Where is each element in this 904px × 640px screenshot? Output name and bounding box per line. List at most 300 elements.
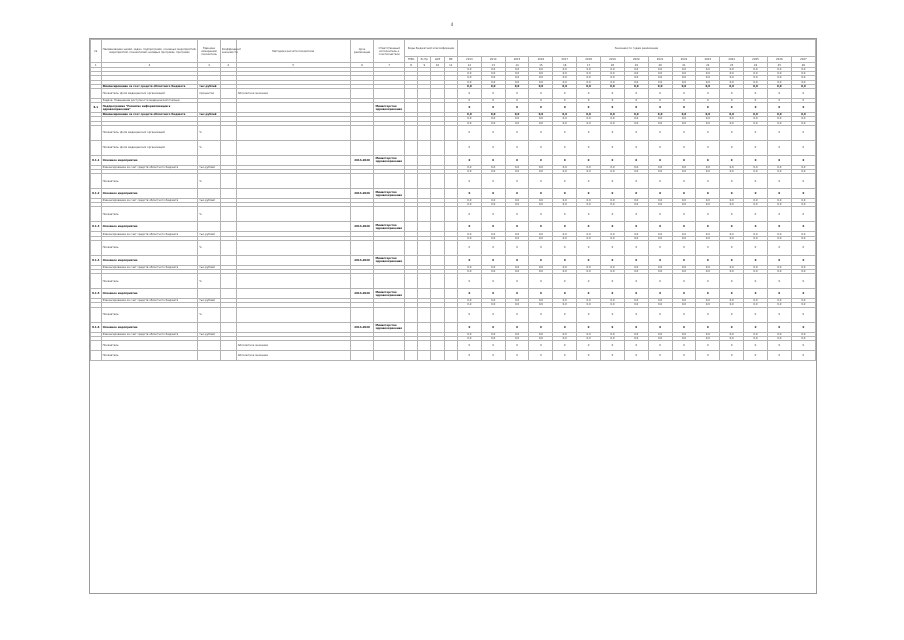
cell-year-value: 0,0 bbox=[481, 199, 505, 203]
cell-year-value: 0,0 bbox=[624, 117, 648, 121]
cell-kbk bbox=[444, 289, 457, 299]
cell-year-value: 0 bbox=[529, 98, 553, 102]
cell-year-value: 0,0 bbox=[696, 232, 720, 236]
cell-year-value: 0,0 bbox=[767, 332, 791, 336]
cell-year-value: 0,0 bbox=[744, 236, 768, 240]
cell-kbk bbox=[444, 307, 457, 322]
cell-kbk bbox=[444, 222, 457, 232]
cell-unit: процентов bbox=[198, 88, 221, 98]
cell-year-value: 0,0 bbox=[791, 199, 815, 203]
cell-year-value: 0,0 bbox=[744, 68, 768, 72]
cell-year-value: 0,0 bbox=[601, 72, 625, 76]
cell-code bbox=[220, 340, 236, 350]
cell-year-value: 0,0 bbox=[529, 232, 553, 236]
cell-name: Финансирование за счет средств областного бюджета bbox=[101, 232, 198, 236]
cell-year-value: 0 bbox=[672, 174, 696, 189]
cell-unit: тыс.рублей bbox=[198, 232, 221, 236]
cell-year-value: 0,0 bbox=[601, 232, 625, 236]
cell-unit bbox=[198, 189, 221, 199]
header-column-number: 24 bbox=[744, 63, 768, 68]
cell-year-value: 0,0 bbox=[744, 232, 768, 236]
cell-year-value: 0 bbox=[791, 140, 815, 155]
table-row bbox=[91, 340, 816, 350]
cell-year-value: 0,0 bbox=[672, 265, 696, 269]
cell-year-value: 0 bbox=[529, 322, 553, 332]
cell-year-value: 0 bbox=[601, 350, 625, 360]
cell-kbk bbox=[418, 103, 431, 113]
cell-year-value: 0,0 bbox=[720, 68, 744, 72]
cell-name: Финансирование за счет средств областного бюджета bbox=[101, 332, 198, 336]
cell-year-value: 0 bbox=[720, 240, 744, 255]
cell-year-value: 0,0 bbox=[553, 199, 577, 203]
cell-year-value: 0,0 bbox=[529, 270, 553, 274]
cell-year-value: 0,0 bbox=[624, 303, 648, 307]
cell-year-value: 0 bbox=[720, 98, 744, 102]
cell-responsible: Министерство здравоохранения bbox=[374, 189, 404, 199]
cell-year-value: 0 bbox=[624, 125, 648, 140]
cell-year-value: 0,0 bbox=[577, 270, 601, 274]
cell-year-value: 0 bbox=[624, 222, 648, 232]
cell-name: Финансирование за счет средств областного бюджета bbox=[101, 165, 198, 169]
cell-year-value: 0,0 bbox=[720, 236, 744, 240]
table-row bbox=[91, 189, 816, 199]
cell-year-value: 0,0 bbox=[529, 203, 553, 207]
cell-year-value: 0 bbox=[577, 103, 601, 113]
cell-year-value: 0 bbox=[553, 274, 577, 289]
cell-code bbox=[220, 240, 236, 255]
cell-year-value: 0,0 bbox=[601, 303, 625, 307]
cell-year-value: 0 bbox=[720, 322, 744, 332]
cell-year-value: 0 bbox=[457, 322, 481, 332]
cell-no bbox=[91, 307, 102, 322]
cell-year-value: 0,0 bbox=[624, 72, 648, 76]
program-table bbox=[90, 39, 816, 361]
cell-year-value: 0 bbox=[624, 307, 648, 322]
cell-year-value: 0 bbox=[481, 174, 505, 189]
cell-year-value: 0,0 bbox=[791, 68, 815, 72]
cell-year-value: 0,0 bbox=[744, 203, 768, 207]
header-column-number: 10 bbox=[431, 63, 444, 68]
cell-year-value: 0 bbox=[553, 98, 577, 102]
cell-year-value: 0,0 bbox=[767, 121, 791, 125]
cell-kbk bbox=[404, 189, 417, 199]
cell-year-value: 0 bbox=[767, 222, 791, 232]
cell-code bbox=[220, 88, 236, 98]
cell-year-value: 0,0 bbox=[744, 117, 768, 121]
cell-year-value: 0,0 bbox=[529, 117, 553, 121]
cell-name: Финансирование за счет средств областного бюджета bbox=[101, 84, 198, 88]
cell-year-value: 0,0 bbox=[601, 117, 625, 121]
header-responsible: Ответственный исполнитель и соисполнители bbox=[374, 40, 404, 63]
cell-year-value: 0,0 bbox=[481, 232, 505, 236]
cell-year-value: 0 bbox=[744, 240, 768, 255]
cell-year-value: 0,0 bbox=[672, 80, 696, 84]
cell-year-value: 0,0 bbox=[577, 332, 601, 336]
header-column-number: 20 bbox=[648, 63, 672, 68]
cell-year-value: 0,0 bbox=[553, 72, 577, 76]
cell-kbk bbox=[444, 140, 457, 155]
cell-year-value: 0,0 bbox=[744, 72, 768, 76]
cell-year-value: 0 bbox=[601, 307, 625, 322]
cell-year-value: 0 bbox=[505, 322, 529, 332]
header-method: Методика расчета показателя bbox=[236, 40, 350, 63]
cell-year-value: 0,0 bbox=[720, 232, 744, 236]
cell-year-value: 0 bbox=[672, 322, 696, 332]
cell-year-value: 0 bbox=[648, 255, 672, 265]
cell-year-value: 0 bbox=[481, 240, 505, 255]
cell-year-value: 0 bbox=[481, 307, 505, 322]
cell-kbk bbox=[431, 222, 444, 232]
cell-unit bbox=[198, 255, 221, 265]
cell-duration bbox=[350, 240, 374, 255]
cell-year-value: 0,0 bbox=[529, 265, 553, 269]
cell-year-value: 0,0 bbox=[624, 68, 648, 72]
cell-no bbox=[91, 340, 102, 350]
cell-no bbox=[91, 240, 102, 255]
cell-kbk bbox=[404, 289, 417, 299]
cell-year-value: 0 bbox=[744, 207, 768, 222]
cell-year-value: 0,0 bbox=[767, 68, 791, 72]
cell-kbk bbox=[444, 155, 457, 165]
cell-year-value: 0 bbox=[505, 289, 529, 299]
cell-year-value: 0 bbox=[791, 274, 815, 289]
cell-year-value: 0 bbox=[481, 222, 505, 232]
cell-year-value: 0 bbox=[553, 155, 577, 165]
cell-year-value: 0,0 bbox=[577, 303, 601, 307]
cell-duration bbox=[350, 140, 374, 155]
cell-year-value: 0 bbox=[648, 340, 672, 350]
cell-year-value: 0 bbox=[457, 125, 481, 140]
cell-year-value: 0 bbox=[791, 174, 815, 189]
header-year-2020: 2020 bbox=[624, 57, 648, 63]
cell-year-value: 0 bbox=[672, 88, 696, 98]
cell-year-value: 0,0 bbox=[577, 121, 601, 125]
cell-year-value: 0 bbox=[672, 140, 696, 155]
cell-year-value: 0 bbox=[577, 125, 601, 140]
cell-year-value: 0,0 bbox=[791, 236, 815, 240]
cell-year-value: 0 bbox=[481, 207, 505, 222]
table-row bbox=[91, 207, 816, 222]
cell-kbk bbox=[418, 222, 431, 232]
cell-year-value: 0,0 bbox=[553, 232, 577, 236]
cell-year-value: 0 bbox=[648, 125, 672, 140]
cell-year-value: 0,0 bbox=[648, 72, 672, 76]
cell-year-value: 0,0 bbox=[672, 303, 696, 307]
cell-kbk bbox=[431, 207, 444, 222]
cell-year-value: 0 bbox=[744, 189, 768, 199]
cell-year-value: 0 bbox=[553, 88, 577, 98]
cell-year-value: 0 bbox=[457, 140, 481, 155]
cell-kbk bbox=[404, 274, 417, 289]
cell-year-value: 0,0 bbox=[744, 265, 768, 269]
header-column-number: 12 bbox=[457, 63, 481, 68]
cell-year-value: 0 bbox=[767, 155, 791, 165]
cell-year-value: 0,0 bbox=[696, 117, 720, 121]
cell-unit: % bbox=[198, 240, 221, 255]
cell-kbk bbox=[418, 125, 431, 140]
cell-code bbox=[220, 174, 236, 189]
cell-year-value: 0 bbox=[696, 350, 720, 360]
cell-year-value: 0 bbox=[577, 189, 601, 199]
cell-duration bbox=[350, 88, 374, 98]
table-row bbox=[91, 174, 816, 189]
cell-year-value: 0 bbox=[648, 222, 672, 232]
cell-year-value: 0 bbox=[529, 125, 553, 140]
cell-year-value: 0 bbox=[672, 340, 696, 350]
cell-year-value: 0 bbox=[791, 307, 815, 322]
header-column-number: 16 bbox=[553, 63, 577, 68]
cell-year-value: 0,0 bbox=[505, 165, 529, 169]
cell-year-value: 0 bbox=[696, 340, 720, 350]
cell-method bbox=[236, 322, 350, 332]
cell-year-value: 0,0 bbox=[767, 76, 791, 80]
header-year-2015: 2015 bbox=[505, 57, 529, 63]
cell-year-value: 0,0 bbox=[505, 199, 529, 203]
cell-name: Финансирование за счет средств областного бюджета bbox=[101, 199, 198, 203]
cell-year-value: 0,0 bbox=[553, 299, 577, 303]
cell-kbk bbox=[431, 255, 444, 265]
header-year-2024: 2024 bbox=[720, 57, 744, 63]
cell-year-value: 0,0 bbox=[505, 72, 529, 76]
cell-year-value: 0 bbox=[648, 207, 672, 222]
cell-no bbox=[91, 350, 102, 360]
cell-year-value: 0,0 bbox=[767, 336, 791, 340]
cell-year-value: 0,0 bbox=[648, 232, 672, 236]
cell-year-value: 0,0 bbox=[624, 236, 648, 240]
cell-year-value: 0 bbox=[648, 189, 672, 199]
cell-duration bbox=[350, 207, 374, 222]
cell-year-value: 0,0 bbox=[720, 332, 744, 336]
cell-year-value: 0 bbox=[529, 222, 553, 232]
cell-unit: % bbox=[198, 125, 221, 140]
cell-kbk bbox=[404, 140, 417, 155]
cell-year-value: 0,0 bbox=[529, 199, 553, 203]
cell-year-value: 0 bbox=[696, 222, 720, 232]
cell-year-value: 0 bbox=[791, 322, 815, 332]
cell-year-value: 0 bbox=[577, 240, 601, 255]
cell-year-value: 0,0 bbox=[696, 303, 720, 307]
cell-kbk bbox=[444, 207, 457, 222]
cell-year-value: 0,0 bbox=[767, 113, 791, 117]
cell-year-value: 0,0 bbox=[672, 270, 696, 274]
table-row bbox=[91, 255, 816, 265]
cell-year-value: 0 bbox=[505, 88, 529, 98]
cell-unit: % bbox=[198, 207, 221, 222]
cell-year-value: 0,0 bbox=[481, 84, 505, 88]
cell-responsible bbox=[374, 307, 404, 322]
cell-no bbox=[91, 174, 102, 189]
cell-year-value: 0 bbox=[791, 189, 815, 199]
cell-year-value: 0 bbox=[648, 350, 672, 360]
cell-year-value: 0,0 bbox=[553, 265, 577, 269]
cell-year-value: 0 bbox=[529, 255, 553, 265]
cell-year-value: 0,0 bbox=[767, 265, 791, 269]
cell-year-value: 0 bbox=[553, 240, 577, 255]
cell-year-value: 0 bbox=[529, 207, 553, 222]
cell-year-value: 0 bbox=[791, 125, 815, 140]
cell-year-value: 0,0 bbox=[553, 84, 577, 88]
cell-year-value: 0 bbox=[624, 274, 648, 289]
cell-kbk bbox=[418, 340, 431, 350]
cell-year-value: 0 bbox=[481, 350, 505, 360]
cell-kbk bbox=[431, 155, 444, 165]
cell-kbk bbox=[444, 240, 457, 255]
cell-year-value: 0,0 bbox=[457, 270, 481, 274]
cell-year-value: 0 bbox=[481, 189, 505, 199]
cell-name: Показатель bbox=[101, 274, 198, 289]
cell-year-value: 0 bbox=[744, 103, 768, 113]
cell-kbk bbox=[431, 125, 444, 140]
header-kbk-0: ГРБС bbox=[404, 57, 417, 63]
cell-kbk bbox=[444, 350, 457, 360]
cell-method bbox=[236, 274, 350, 289]
cell-year-value: 0 bbox=[744, 322, 768, 332]
cell-year-value: 0 bbox=[505, 340, 529, 350]
cell-kbk bbox=[404, 125, 417, 140]
cell-year-value: 0,0 bbox=[505, 203, 529, 207]
cell-year-value: 0,0 bbox=[720, 113, 744, 117]
cell-year-value: 0 bbox=[577, 207, 601, 222]
cell-year-value: 0 bbox=[672, 289, 696, 299]
header-column-number: 19 bbox=[624, 63, 648, 68]
cell-year-value: 0,0 bbox=[744, 113, 768, 117]
header-column-number: 23 bbox=[720, 63, 744, 68]
cell-code bbox=[220, 155, 236, 165]
cell-year-value: 0 bbox=[696, 240, 720, 255]
cell-name: Показатель: Доля медицинских организаций bbox=[101, 125, 198, 140]
cell-year-value: 0 bbox=[648, 174, 672, 189]
cell-year-value: 0,0 bbox=[601, 76, 625, 80]
cell-year-value: 0,0 bbox=[577, 265, 601, 269]
cell-year-value: 0 bbox=[672, 155, 696, 165]
cell-year-value: 0 bbox=[767, 207, 791, 222]
cell-year-value: 0 bbox=[744, 289, 768, 299]
header-year-2023: 2023 bbox=[696, 57, 720, 63]
cell-year-value: 0 bbox=[767, 240, 791, 255]
cell-year-value: 0 bbox=[601, 322, 625, 332]
cell-name: Финансирование за счет средств областного бюджета bbox=[101, 265, 198, 269]
cell-year-value: 0 bbox=[457, 222, 481, 232]
cell-kbk bbox=[431, 189, 444, 199]
cell-year-value: 0 bbox=[601, 222, 625, 232]
cell-year-value: 0 bbox=[791, 98, 815, 102]
cell-year-value: 0,0 bbox=[696, 80, 720, 84]
cell-year-value: 0,0 bbox=[529, 303, 553, 307]
cell-year-value: 0,0 bbox=[601, 299, 625, 303]
header-year-2018: 2018 bbox=[577, 57, 601, 63]
cell-name: Основное мероприятие bbox=[101, 189, 198, 199]
cell-year-value: 0,0 bbox=[672, 199, 696, 203]
cell-year-value: 0 bbox=[767, 140, 791, 155]
cell-year-value: 0,0 bbox=[481, 121, 505, 125]
cell-year-value: 0,0 bbox=[791, 84, 815, 88]
cell-year-value: 0,0 bbox=[744, 165, 768, 169]
cell-year-value: 0,0 bbox=[505, 236, 529, 240]
cell-year-value: 0 bbox=[601, 240, 625, 255]
cell-year-value: 0,0 bbox=[577, 203, 601, 207]
cell-year-value: 0 bbox=[529, 189, 553, 199]
cell-year-value: 0,0 bbox=[767, 199, 791, 203]
cell-responsible bbox=[374, 174, 404, 189]
cell-year-value: 0,0 bbox=[577, 165, 601, 169]
cell-year-value: 0,0 bbox=[696, 332, 720, 336]
cell-year-value: 0,0 bbox=[505, 336, 529, 340]
table-row bbox=[91, 222, 816, 232]
cell-year-value: 0,0 bbox=[696, 203, 720, 207]
cell-year-value: 0,0 bbox=[553, 203, 577, 207]
cell-year-value: 0 bbox=[672, 240, 696, 255]
cell-kbk bbox=[404, 174, 417, 189]
cell-year-value: 0 bbox=[624, 240, 648, 255]
cell-responsible bbox=[374, 350, 404, 360]
cell-kbk bbox=[418, 207, 431, 222]
cell-year-value: 0,0 bbox=[481, 113, 505, 117]
cell-year-value: 0 bbox=[529, 340, 553, 350]
cell-year-value: 0,0 bbox=[648, 169, 672, 173]
cell-year-value: 0 bbox=[624, 207, 648, 222]
header-column-number: 7 bbox=[374, 63, 404, 68]
cell-year-value: 0 bbox=[744, 350, 768, 360]
cell-year-value: 0,0 bbox=[648, 199, 672, 203]
cell-year-value: 0,0 bbox=[505, 68, 529, 72]
cell-year-value: 0,0 bbox=[624, 232, 648, 236]
cell-year-value: 0,0 bbox=[601, 68, 625, 72]
cell-responsible bbox=[374, 125, 404, 140]
cell-unit: тыс.рублей bbox=[198, 84, 221, 88]
cell-year-value: 0,0 bbox=[696, 299, 720, 303]
cell-unit bbox=[198, 350, 221, 360]
cell-kbk bbox=[404, 240, 417, 255]
cell-year-value: 0 bbox=[529, 140, 553, 155]
cell-year-value: 0,0 bbox=[553, 336, 577, 340]
header-column-number: 9 bbox=[418, 63, 431, 68]
cell-kbk bbox=[444, 125, 457, 140]
cell-name: Основное мероприятие bbox=[101, 322, 198, 332]
cell-unit: тыс.рублей bbox=[198, 299, 221, 303]
cell-year-value: 0 bbox=[672, 222, 696, 232]
cell-year-value: 0,0 bbox=[720, 121, 744, 125]
cell-responsible: Министерство здравоохранения bbox=[374, 222, 404, 232]
cell-year-value: 0 bbox=[791, 103, 815, 113]
cell-year-value: 0,0 bbox=[457, 76, 481, 80]
cell-year-value: 0 bbox=[481, 88, 505, 98]
cell-year-value: 0,0 bbox=[791, 113, 815, 117]
cell-year-value: 0 bbox=[744, 274, 768, 289]
cell-unit: тыс.рублей bbox=[198, 265, 221, 269]
cell-kbk bbox=[418, 289, 431, 299]
header-kbk-3: ВР bbox=[444, 57, 457, 63]
cell-year-value: 0 bbox=[481, 155, 505, 165]
cell-year-value: 0 bbox=[744, 174, 768, 189]
cell-year-value: 0 bbox=[577, 140, 601, 155]
cell-year-value: 0,0 bbox=[791, 265, 815, 269]
cell-code bbox=[220, 222, 236, 232]
cell-no: 8.1.5 bbox=[91, 289, 102, 299]
cell-year-value: 0 bbox=[577, 88, 601, 98]
cell-year-value: 0 bbox=[767, 103, 791, 113]
cell-year-value: 0,0 bbox=[553, 68, 577, 72]
header-column-number: 5 bbox=[236, 63, 350, 68]
cell-year-value: 0 bbox=[624, 255, 648, 265]
cell-year-value: 0,0 bbox=[505, 121, 529, 125]
cell-year-value: 0 bbox=[720, 222, 744, 232]
cell-year-value: 0 bbox=[481, 140, 505, 155]
cell-kbk bbox=[418, 255, 431, 265]
cell-kbk bbox=[444, 340, 457, 350]
cell-name: Показатель bbox=[101, 340, 198, 350]
page-number: 4 bbox=[450, 22, 454, 27]
cell-code bbox=[220, 125, 236, 140]
